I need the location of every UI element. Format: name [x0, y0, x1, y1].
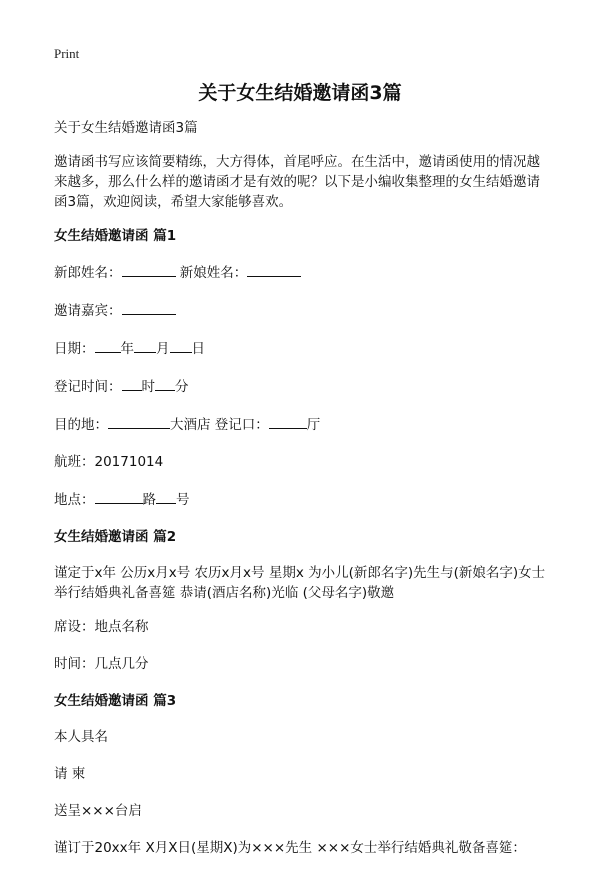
minute-blank	[155, 376, 175, 391]
reg-label: 登记时间：	[54, 379, 122, 395]
month-blank	[134, 338, 156, 353]
section-3-heading: 女生结婚邀请函 篇3	[54, 693, 177, 709]
flight-label: 航班：	[54, 454, 95, 470]
section-3-line: 送呈×××台启	[54, 803, 142, 819]
hall-blank	[269, 414, 307, 429]
time-field: 时间：几点几分	[54, 656, 149, 672]
addr-no: 号	[176, 492, 190, 508]
document-subtitle: 关于女生结婚邀请函3篇	[54, 120, 198, 136]
section-3-line: 谨订于20xx年 X月X日(星期X)为×××先生 ×××女士举行结婚典礼敬备喜筵：	[54, 840, 526, 856]
reg-min: 分	[175, 379, 189, 395]
guest-field	[54, 300, 554, 321]
number-blank	[156, 489, 176, 504]
dest-hotel: 大酒店 登记口：	[170, 417, 269, 433]
print-link[interactable]: Print	[54, 46, 80, 61]
section-2-line: 谨定于x年 公历x月x号 农历x月x号 星期x 为小儿(新郎名字)先生与(新娘名字)女士	[54, 565, 546, 581]
intro-line: 函3篇，欢迎阅读，希望大家能够喜欢。	[54, 194, 293, 210]
year-blank	[95, 338, 121, 353]
seat-field: 席设：地点名称	[54, 619, 149, 635]
registration-time-field	[54, 376, 554, 397]
address-field	[54, 489, 554, 510]
date-field	[54, 338, 554, 359]
addr-road: 路	[142, 492, 156, 508]
date-year: 年	[120, 341, 134, 357]
groom-label: 新郎姓名：	[54, 265, 122, 281]
addr-label: 地点：	[54, 492, 95, 508]
guest-label: 邀请嘉宾：	[54, 303, 122, 319]
section-2-line: 举行结婚典礼备喜筵 恭请(酒店名称)光临 (父母名字)敬邀	[54, 585, 395, 601]
document-body	[54, 118, 554, 875]
section-3-line: 本人具名	[54, 729, 108, 745]
bride-blank	[247, 262, 301, 277]
page-title: 关于女生结婚邀请函3篇	[198, 82, 402, 104]
flight-field	[54, 452, 554, 472]
section-3-line: 请 柬	[54, 766, 86, 782]
intro-paragraph	[54, 152, 554, 212]
section-2-body	[54, 563, 554, 603]
hotel-blank	[108, 414, 170, 429]
section-2-heading: 女生结婚邀请函 篇2	[54, 529, 177, 545]
date-day: 日	[191, 341, 205, 357]
destination-field	[54, 414, 554, 435]
bride-label: 新娘姓名：	[179, 265, 248, 281]
hour-blank	[122, 376, 142, 391]
road-blank	[95, 489, 143, 504]
intro-line: 来越多，那么什么样的邀请函才是有效的呢？以下是小编收集整理的女生结婚邀请	[54, 174, 540, 190]
flight-value: 20171014	[94, 454, 164, 470]
guest-blank	[122, 300, 176, 315]
date-label: 日期：	[54, 341, 95, 357]
dest-hall: 厅	[306, 417, 321, 433]
groom-bride-field	[54, 262, 554, 283]
section-1-heading: 女生结婚邀请函 篇1	[54, 228, 177, 244]
groom-blank	[122, 262, 176, 277]
reg-hour: 时	[141, 379, 155, 395]
date-month: 月	[156, 341, 170, 357]
dest-label: 目的地：	[54, 417, 108, 433]
intro-line: 邀请函书写应该简要精练，大方得体，首尾呼应。在生活中，邀请函使用的情况越	[54, 154, 540, 170]
day-blank	[170, 338, 192, 353]
